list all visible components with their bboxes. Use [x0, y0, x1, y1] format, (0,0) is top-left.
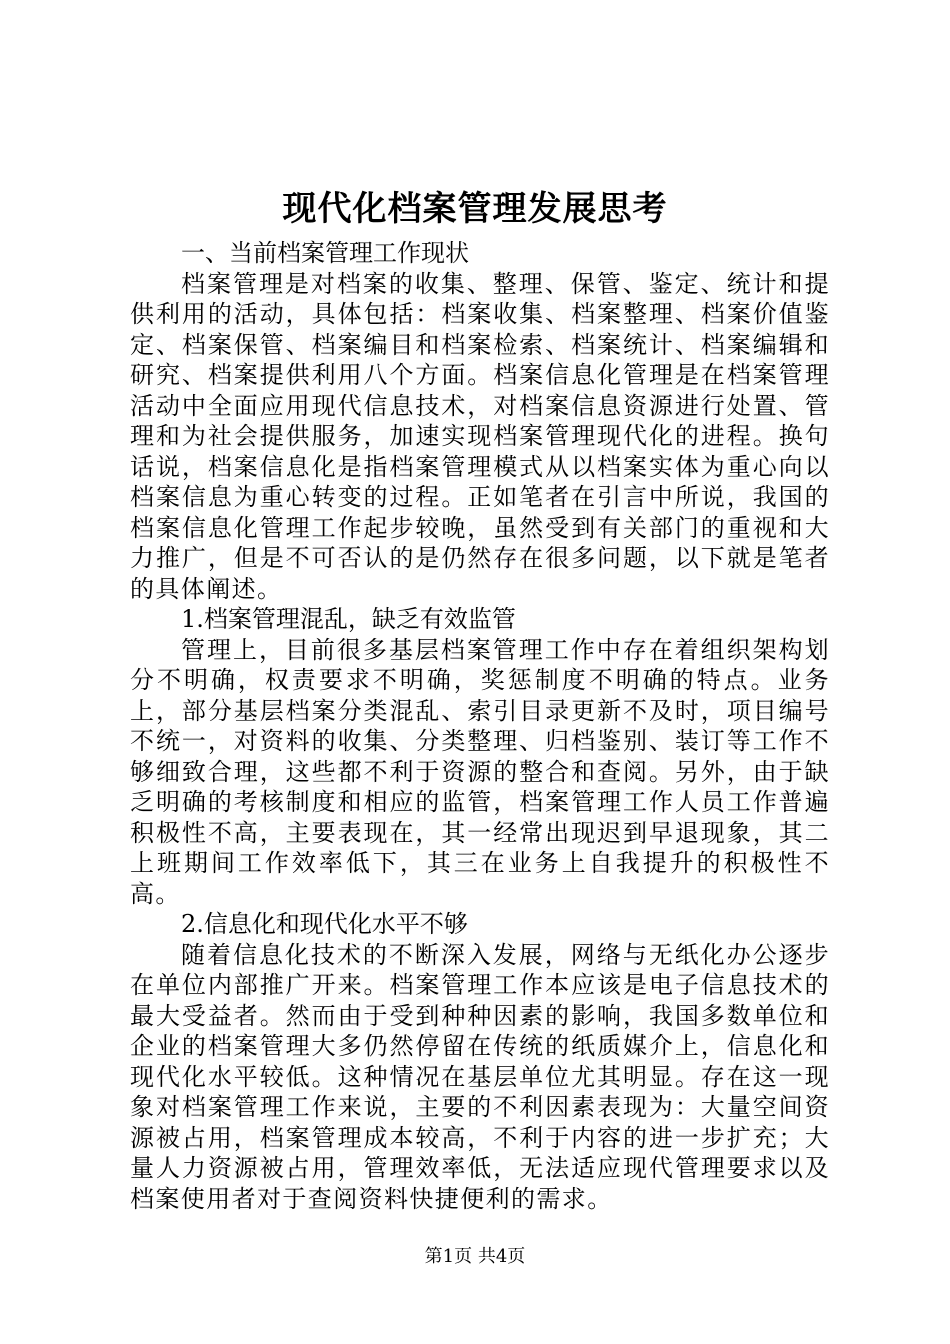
- document-title: 现代化档案管理发展思考: [282, 189, 668, 229]
- section-paragraph-management-chaos: 管理上，目前很多基层档案管理工作中存在着组织架构划分不明确，权责要求不明确，奖惩制度不明确的特点。业务上，部分基层档案分类混乱、索引目录更新不及时，项目编号不统一，对资料的收集、分类整理、归档鉴别、装订等工作不够细致合理，这些都不利于资源的整合和查阅。另外，由于缺乏明确的考核制度和相应的监管，档案管理工作人员工作普遍积极性不高，主要表现在，其一经常出现迟到早退现象，其二上班期间工作效率低下，其三在业务上自我提升的积极性不高。: [130, 635, 830, 908]
- page-number-footer: 第1页 共4页: [424, 1246, 526, 1267]
- section-heading-informatization: 2.信息化和现代化水平不够: [181, 910, 468, 938]
- section-paragraph-informatization: 随着信息化技术的不断深入发展，网络与无纸化办公逐步在单位内部推广开来。档案管理工作本应该是电子信息技术的最大受益者。然而由于受到种种因素的影响，我国多数单位和企业的档案管理大多仍然停留在传统的纸质媒介上，信息化和现代化水平较低。这种情况在基层单位尤其明显。存在这一现象对档案管理工作来说，主要的不利因素表现为：大量空间资源被占用，档案管理成本较高，不利于内容的进一步扩充；大量人力资源被占用，管理效率低，无法适应现代管理要求以及档案使用者对于查阅资料快捷便利的需求。: [130, 940, 830, 1213]
- section-heading-current-status: 一、当前档案管理工作现状: [181, 239, 469, 267]
- document-body: [130, 238, 830, 1214]
- section-paragraph-current-status: 档案管理是对档案的收集、整理、保管、鉴定、统计和提供利用的活动，具体包括：档案收集、档案整理、档案价值鉴定、档案保管、档案编目和档案检索、档案统计、档案编辑和研究、档案提供利用八个方面。档案信息化管理是在档案管理活动中全面应用现代信息技术，对档案信息资源进行处置、管理和为社会提供服务，加速实现档案管理现代化的进程。换句话说，档案信息化是指档案管理模式从以档案实体为重心向以档案信息为重心转变的过程。正如笔者在引言中所说，我国的档案信息化管理工作起步较晚，虽然受到有关部门的重视和大力推广，但是不可否认的是仍然存在很多问题，以下就是笔者的具体阐述。: [130, 269, 830, 603]
- section-heading-management-chaos: 1.档案管理混乱，缺乏有效监管: [181, 605, 516, 633]
